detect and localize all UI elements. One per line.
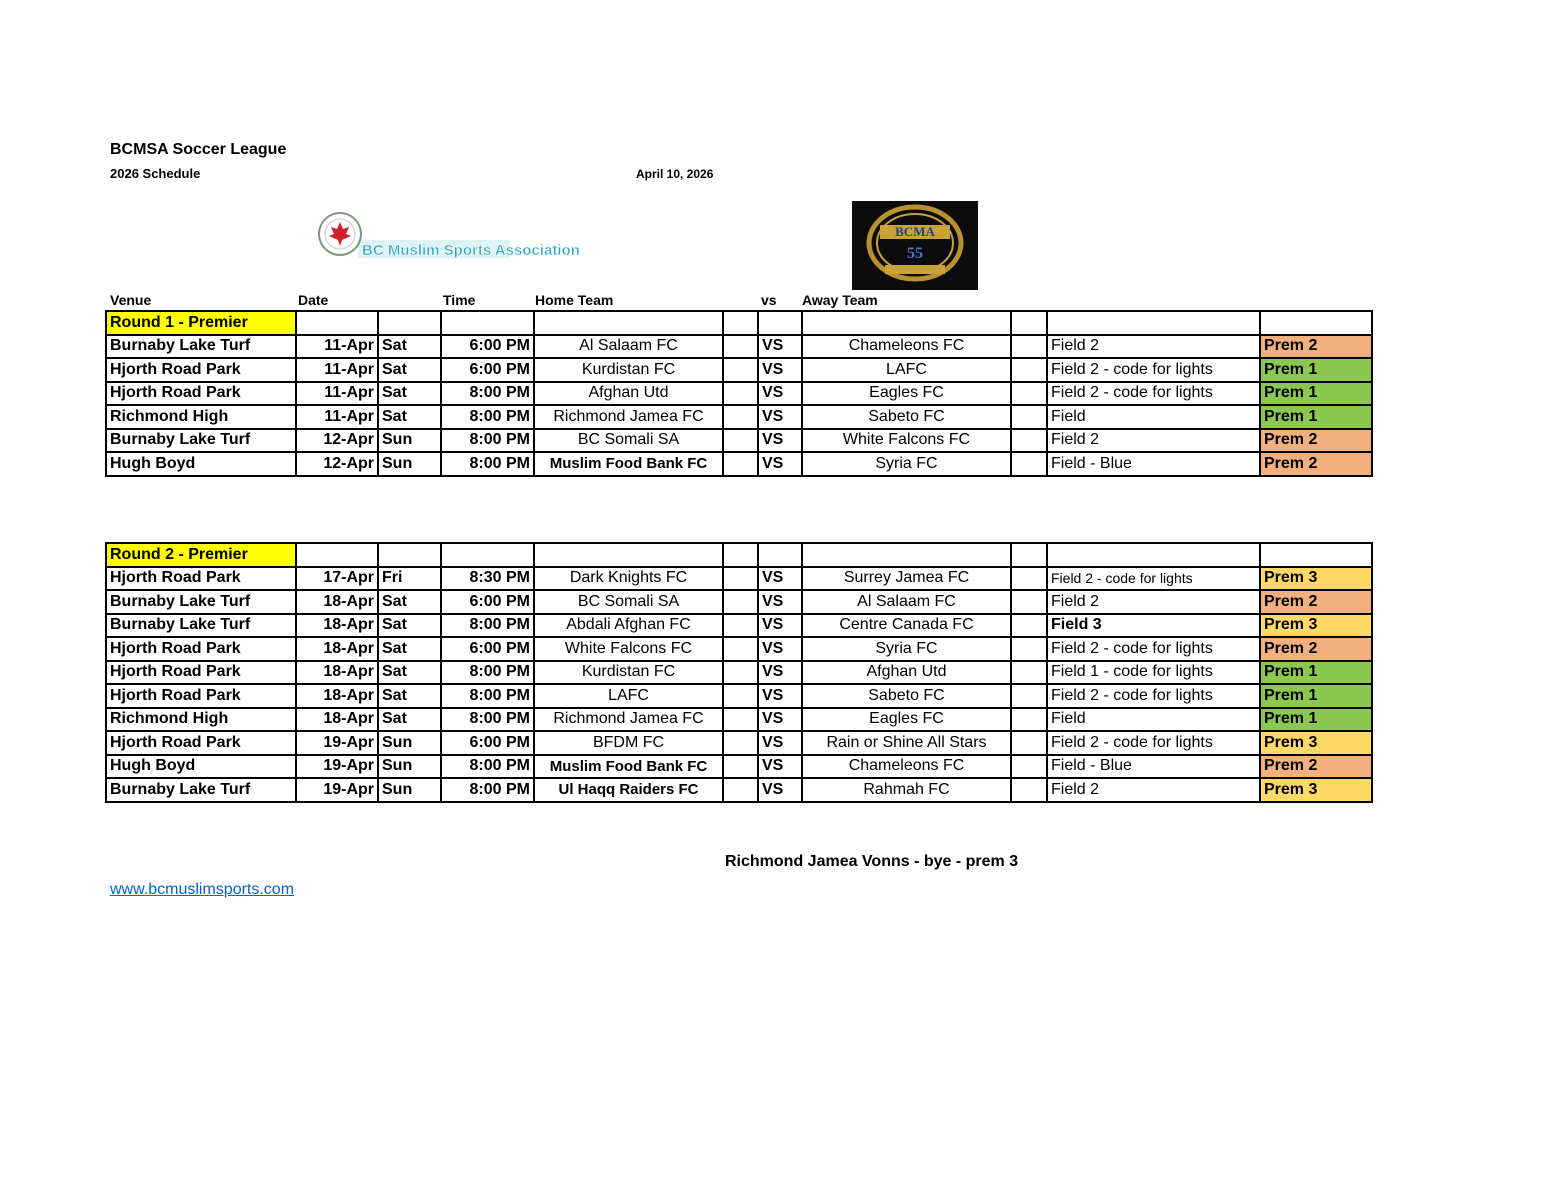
- venue-cell: Hjorth Road Park: [106, 358, 296, 382]
- vs-cell: VS: [758, 778, 802, 802]
- division-cell: Prem 3: [1260, 778, 1372, 802]
- division-cell: Prem 2: [1260, 637, 1372, 661]
- field-cell: Field 2 - code for lights: [1047, 637, 1260, 661]
- division-cell: Prem 1: [1260, 684, 1372, 708]
- spacer-cell: [723, 405, 758, 429]
- home-team-cell: Kurdistan FC: [534, 358, 723, 382]
- header-date: Date: [298, 292, 329, 308]
- time-cell: 8:00 PM: [441, 708, 534, 732]
- venue-cell: Burnaby Lake Turf: [106, 614, 296, 638]
- home-team-cell: Richmond Jamea FC: [534, 708, 723, 732]
- date-cell: 12-Apr: [296, 452, 378, 476]
- home-team-cell: BC Somali SA: [534, 429, 723, 453]
- away-team-cell: White Falcons FC: [802, 429, 1011, 453]
- home-team-cell: Ul Haqq Raiders FC: [534, 778, 723, 802]
- away-team-cell: Afghan Utd: [802, 661, 1011, 685]
- field-cell: Field - Blue: [1047, 755, 1260, 779]
- spacer-cell: [1011, 382, 1047, 406]
- time-cell: 8:00 PM: [441, 429, 534, 453]
- field-cell: Field 2 - code for lights: [1047, 382, 1260, 406]
- date-cell: 18-Apr: [296, 708, 378, 732]
- day-cell: Sat: [378, 637, 441, 661]
- away-team-cell: Sabeto FC: [802, 405, 1011, 429]
- spacer-cell: [723, 637, 758, 661]
- venue-cell: Burnaby Lake Turf: [106, 335, 296, 359]
- time-cell: 8:00 PM: [441, 614, 534, 638]
- table-row: [106, 590, 1372, 614]
- division-cell: Prem 3: [1260, 614, 1372, 638]
- table-row: [106, 358, 1372, 382]
- venue-cell: Hjorth Road Park: [106, 567, 296, 591]
- away-team-cell: LAFC: [802, 358, 1011, 382]
- vs-cell: VS: [758, 684, 802, 708]
- header-away-team: Away Team: [802, 292, 878, 308]
- venue-cell: Hjorth Road Park: [106, 382, 296, 406]
- venue-cell: Richmond High: [106, 405, 296, 429]
- field-cell: Field 2 - code for lights: [1047, 684, 1260, 708]
- spacer-cell: [723, 661, 758, 685]
- vs-cell: VS: [758, 567, 802, 591]
- venue-cell: Hugh Boyd: [106, 755, 296, 779]
- header-venue: Venue: [110, 292, 152, 308]
- home-team-cell: LAFC: [534, 684, 723, 708]
- header-vs: vs: [761, 292, 777, 308]
- vs-cell: VS: [758, 731, 802, 755]
- venue-cell: Richmond High: [106, 708, 296, 732]
- header-time: Time: [443, 292, 476, 308]
- division-cell: Prem 2: [1260, 755, 1372, 779]
- bcma-anniversary-logo: [852, 201, 978, 290]
- home-team-cell: Richmond Jamea FC: [534, 405, 723, 429]
- day-cell: Sun: [378, 731, 441, 755]
- vs-cell: VS: [758, 429, 802, 453]
- day-cell: Sun: [378, 755, 441, 779]
- field-cell: Field 2: [1047, 778, 1260, 802]
- spacer-cell: [1011, 358, 1047, 382]
- page-title: BCMSA Soccer League: [110, 141, 287, 158]
- venue-cell: Hjorth Road Park: [106, 684, 296, 708]
- division-cell: Prem 2: [1260, 429, 1372, 453]
- spacer-cell: [1011, 684, 1047, 708]
- svg-text:BCMA: BCMA: [895, 224, 935, 239]
- spacer-cell: [1011, 661, 1047, 685]
- round2-schedule-table: [105, 542, 1373, 803]
- division-cell: Prem 2: [1260, 335, 1372, 359]
- day-cell: Sat: [378, 405, 441, 429]
- venue-cell: Hugh Boyd: [106, 452, 296, 476]
- schedule-subtitle: 2026 Schedule: [110, 166, 201, 181]
- date-cell: 18-Apr: [296, 661, 378, 685]
- table-row: [106, 731, 1372, 755]
- spacer-cell: [723, 755, 758, 779]
- header-home-team: Home Team: [535, 292, 614, 308]
- time-cell: 6:00 PM: [441, 590, 534, 614]
- date-cell: 11-Apr: [296, 358, 378, 382]
- table-row: [106, 708, 1372, 732]
- vs-cell: VS: [758, 335, 802, 359]
- vs-cell: VS: [758, 755, 802, 779]
- day-cell: Sat: [378, 358, 441, 382]
- away-team-cell: Rain or Shine All Stars: [802, 731, 1011, 755]
- date-cell: 19-Apr: [296, 778, 378, 802]
- time-cell: 8:00 PM: [441, 382, 534, 406]
- vs-cell: VS: [758, 661, 802, 685]
- table-row: [106, 684, 1372, 708]
- spacer-cell: [723, 778, 758, 802]
- home-team-cell: Afghan Utd: [534, 382, 723, 406]
- table-row: [106, 614, 1372, 638]
- table-row: [106, 452, 1372, 476]
- time-cell: 8:00 PM: [441, 684, 534, 708]
- field-cell: Field 2 - code for lights: [1047, 731, 1260, 755]
- division-cell: Prem 3: [1260, 567, 1372, 591]
- table-row: [106, 382, 1372, 406]
- spacer-cell: [1011, 708, 1047, 732]
- home-team-cell: BFDM FC: [534, 731, 723, 755]
- date-cell: 19-Apr: [296, 755, 378, 779]
- division-cell: Prem 1: [1260, 405, 1372, 429]
- field-cell: Field - Blue: [1047, 452, 1260, 476]
- date-cell: 18-Apr: [296, 590, 378, 614]
- spacer-cell: [723, 708, 758, 732]
- division-cell: Prem 3: [1260, 731, 1372, 755]
- home-team-cell: Abdali Afghan FC: [534, 614, 723, 638]
- svg-text:BC Muslim Sports Association: BC Muslim Sports Association: [362, 242, 580, 259]
- time-cell: 6:00 PM: [441, 637, 534, 661]
- time-cell: 8:30 PM: [441, 567, 534, 591]
- field-cell: Field 2 - code for lights: [1047, 358, 1260, 382]
- svg-text:55: 55: [907, 245, 923, 262]
- day-cell: Sat: [378, 684, 441, 708]
- time-cell: 8:00 PM: [441, 661, 534, 685]
- table-row: [106, 755, 1372, 779]
- day-cell: Sat: [378, 708, 441, 732]
- date-cell: 18-Apr: [296, 637, 378, 661]
- spacer-cell: [723, 684, 758, 708]
- spacer-cell: [723, 590, 758, 614]
- spacer-cell: [1011, 731, 1047, 755]
- date-cell: 17-Apr: [296, 567, 378, 591]
- division-cell: Prem 1: [1260, 382, 1372, 406]
- date-cell: 12-Apr: [296, 429, 378, 453]
- time-cell: 6:00 PM: [441, 358, 534, 382]
- time-cell: 8:00 PM: [441, 755, 534, 779]
- spacer-cell: [723, 567, 758, 591]
- home-team-cell: Muslim Food Bank FC: [534, 755, 723, 779]
- spacer-cell: [1011, 614, 1047, 638]
- table-row: [106, 335, 1372, 359]
- field-cell: Field 3: [1047, 614, 1260, 638]
- bcmsa-logo: [318, 206, 580, 266]
- vs-cell: VS: [758, 382, 802, 406]
- round-label: Round 1 - Premier: [106, 311, 296, 335]
- spacer-cell: [1011, 778, 1047, 802]
- away-team-cell: Sabeto FC: [802, 684, 1011, 708]
- home-team-cell: Dark Knights FC: [534, 567, 723, 591]
- venue-cell: Burnaby Lake Turf: [106, 590, 296, 614]
- day-cell: Sun: [378, 778, 441, 802]
- website-link[interactable]: www.bcmuslimsports.com: [110, 881, 295, 898]
- vs-cell: VS: [758, 614, 802, 638]
- away-team-cell: Surrey Jamea FC: [802, 567, 1011, 591]
- spacer-cell: [1011, 567, 1047, 591]
- schedule-date: April 10, 2026: [636, 167, 714, 181]
- home-team-cell: White Falcons FC: [534, 637, 723, 661]
- date-cell: 11-Apr: [296, 405, 378, 429]
- away-team-cell: Eagles FC: [802, 708, 1011, 732]
- division-cell: Prem 1: [1260, 708, 1372, 732]
- field-cell: Field 2 - code for lights: [1047, 567, 1260, 591]
- round-header-row: [106, 543, 1372, 567]
- away-team-cell: Centre Canada FC: [802, 614, 1011, 638]
- spacer-cell: [1011, 590, 1047, 614]
- away-team-cell: Rahmah FC: [802, 778, 1011, 802]
- home-team-cell: Muslim Food Bank FC: [534, 452, 723, 476]
- table-row: [106, 429, 1372, 453]
- spacer-cell: [723, 335, 758, 359]
- spacer-cell: [723, 731, 758, 755]
- vs-cell: VS: [758, 637, 802, 661]
- date-cell: 19-Apr: [296, 731, 378, 755]
- away-team-cell: Syria FC: [802, 452, 1011, 476]
- away-team-cell: Chameleons FC: [802, 755, 1011, 779]
- home-team-cell: BC Somali SA: [534, 590, 723, 614]
- day-cell: Sun: [378, 452, 441, 476]
- round-label: Round 2 - Premier: [106, 543, 296, 567]
- vs-cell: VS: [758, 405, 802, 429]
- time-cell: 6:00 PM: [441, 335, 534, 359]
- time-cell: 8:00 PM: [441, 405, 534, 429]
- vs-cell: VS: [758, 590, 802, 614]
- day-cell: Sat: [378, 661, 441, 685]
- time-cell: 8:00 PM: [441, 778, 534, 802]
- spacer-cell: [1011, 755, 1047, 779]
- field-cell: Field: [1047, 708, 1260, 732]
- time-cell: 6:00 PM: [441, 731, 534, 755]
- field-cell: Field 2: [1047, 335, 1260, 359]
- field-cell: Field: [1047, 405, 1260, 429]
- spacer-cell: [1011, 452, 1047, 476]
- vs-cell: VS: [758, 358, 802, 382]
- spacer-cell: [1011, 429, 1047, 453]
- column-headers: [0, 292, 1400, 310]
- away-team-cell: Chameleons FC: [802, 335, 1011, 359]
- field-cell: Field 2: [1047, 590, 1260, 614]
- division-cell: Prem 2: [1260, 452, 1372, 476]
- date-cell: 11-Apr: [296, 382, 378, 406]
- spacer-cell: [1011, 335, 1047, 359]
- spacer-cell: [723, 358, 758, 382]
- home-team-cell: Kurdistan FC: [534, 661, 723, 685]
- time-cell: 8:00 PM: [441, 452, 534, 476]
- day-cell: Sat: [378, 590, 441, 614]
- spacer-cell: [1011, 637, 1047, 661]
- day-cell: Sat: [378, 335, 441, 359]
- division-cell: Prem 1: [1260, 358, 1372, 382]
- day-cell: Sat: [378, 382, 441, 406]
- away-team-cell: Al Salaam FC: [802, 590, 1011, 614]
- spacer-cell: [723, 382, 758, 406]
- spacer-cell: [723, 429, 758, 453]
- day-cell: Fri: [378, 567, 441, 591]
- date-cell: 18-Apr: [296, 614, 378, 638]
- table-row: [106, 778, 1372, 802]
- date-cell: 18-Apr: [296, 684, 378, 708]
- venue-cell: Hjorth Road Park: [106, 731, 296, 755]
- spacer-cell: [723, 614, 758, 638]
- venue-cell: Burnaby Lake Turf: [106, 778, 296, 802]
- vs-cell: VS: [758, 452, 802, 476]
- bye-note: Richmond Jamea Vonns - bye - prem 3: [725, 853, 1019, 870]
- field-cell: Field 1 - code for lights: [1047, 661, 1260, 685]
- vs-cell: VS: [758, 708, 802, 732]
- date-cell: 11-Apr: [296, 335, 378, 359]
- venue-cell: Hjorth Road Park: [106, 637, 296, 661]
- field-cell: Field 2: [1047, 429, 1260, 453]
- day-cell: Sat: [378, 614, 441, 638]
- venue-cell: Hjorth Road Park: [106, 661, 296, 685]
- spacer-cell: [723, 452, 758, 476]
- away-team-cell: Syria FC: [802, 637, 1011, 661]
- table-row: [106, 661, 1372, 685]
- day-cell: Sun: [378, 429, 441, 453]
- round-header-row: [106, 311, 1372, 335]
- division-cell: Prem 2: [1260, 590, 1372, 614]
- table-row: [106, 405, 1372, 429]
- table-row: [106, 567, 1372, 591]
- venue-cell: Burnaby Lake Turf: [106, 429, 296, 453]
- round1-schedule-table: [105, 310, 1373, 477]
- away-team-cell: Eagles FC: [802, 382, 1011, 406]
- spacer-cell: [1011, 405, 1047, 429]
- division-cell: Prem 1: [1260, 661, 1372, 685]
- home-team-cell: Al Salaam FC: [534, 335, 723, 359]
- table-row: [106, 637, 1372, 661]
